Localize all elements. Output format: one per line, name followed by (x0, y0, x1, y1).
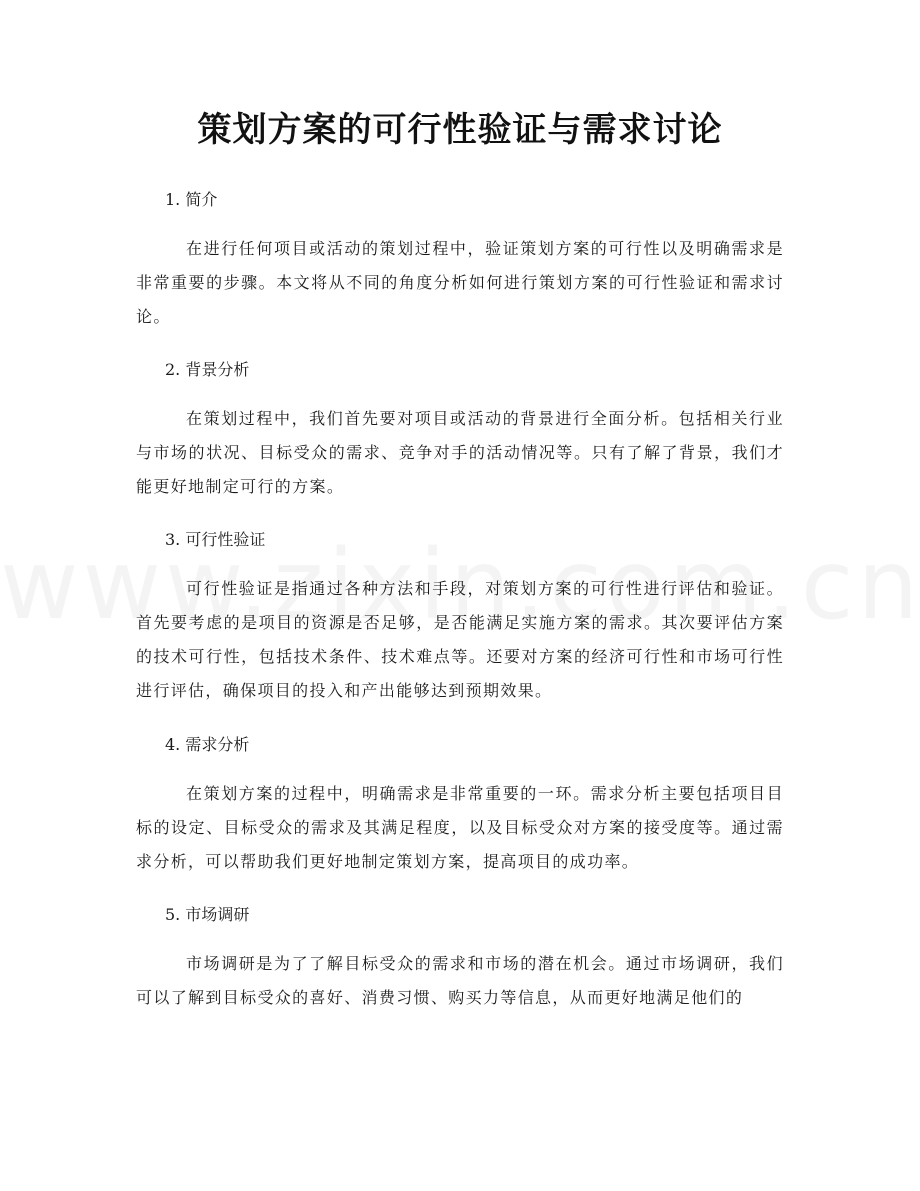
section-heading-intro: 1. 简介 (165, 190, 218, 209)
section-body-market-research: 市场调研是为了了解目标受众的需求和市场的潜在机会。通过市场调研，我们可以了解到目标受众的喜好、消费习惯、购买力等信息，从而更好地满足他们的 (136, 954, 784, 1007)
section-body-intro: 在进行任何项目或活动的策划过程中，验证策划方案的可行性以及明确需求是非常重要的步骤。本文将从不同的角度分析如何进行策划方案的可行性验证和需求讨论。 (136, 239, 784, 326)
section-body-requirements: 在策划方案的过程中，明确需求是非常重要的一环。需求分析主要包括项目目标的设定、目标受众的需求及其满足程度，以及目标受众对方案的接受度等。通过需求分析，可以帮助我们更好地制定策划方案，提高项目的成功率。 (136, 784, 784, 871)
page-title: 策划方案的可行性验证与需求讨论 (197, 110, 723, 150)
section-body-background: 在策划过程中，我们首先要对项目或活动的背景进行全面分析。包括相关行业与市场的状况、目标受众的需求、竞争对手的活动情况等。只有了解了背景，我们才能更好地制定可行的方案。 (136, 409, 784, 496)
section-heading-requirements: 4. 需求分析 (165, 735, 250, 754)
section-heading-market-research: 5. 市场调研 (165, 905, 250, 924)
section-body-feasibility: 可行性验证是指通过各种方法和手段，对策划方案的可行性进行评估和验证。首先要考虑的是项目的资源是否足够，是否能满足实施方案的需求。其次要评估方案的技术可行性，包括技术条件、技术难点等。还要对方案的经济可行性和市场可行性进行评估，确保项目的投入和产出能够达到预期效果。 (136, 579, 784, 700)
section-heading-feasibility: 3. 可行性验证 (165, 530, 266, 549)
section-heading-background: 2. 背景分析 (165, 360, 250, 379)
